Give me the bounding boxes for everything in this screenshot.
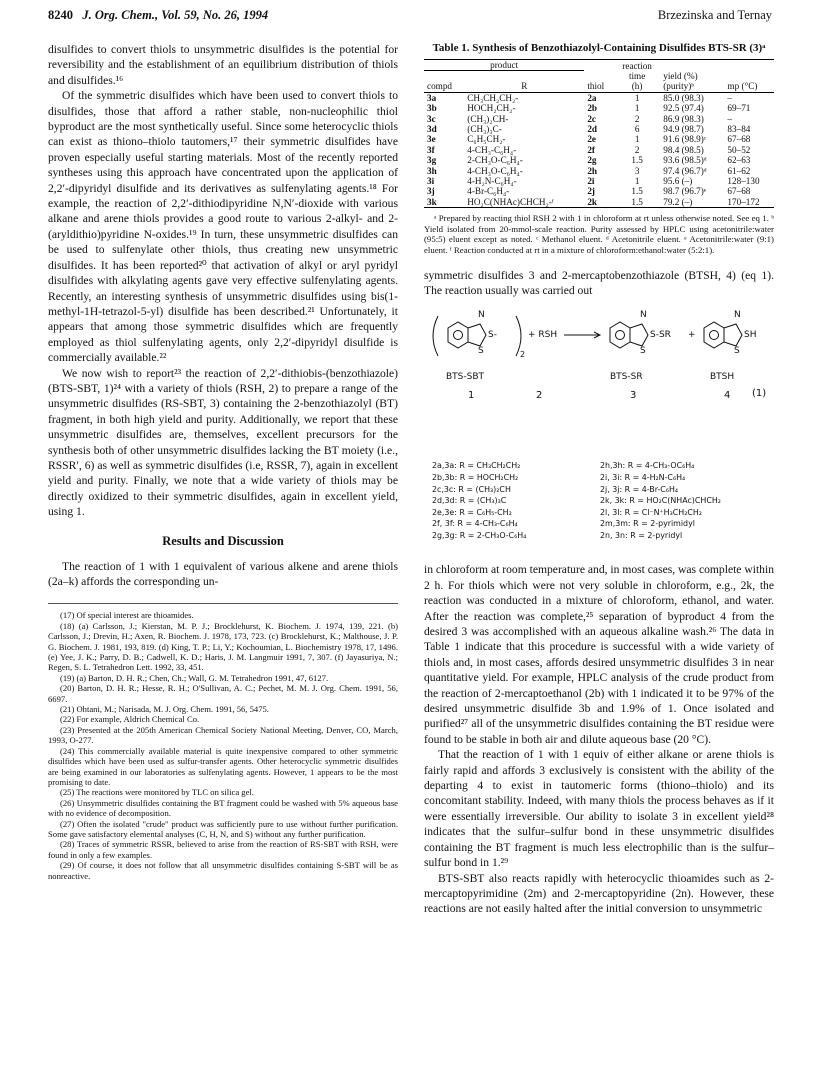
header-authors: Brzezinska and Ternay [657,8,772,22]
r-groups-left [432,460,602,541]
reference-25: (25) The reactions were monitored by TLC on silica gel. [60,787,254,798]
cell-mp: 67–68 [727,186,751,197]
reference-23: (23) Presented at the 205th American Chemical Society National Meeting, Denver, CO, March, 1993, O-277. [48,724,398,746]
reference-28: (28) Traces of symmetric RSSR, believed to arise from the reaction of RS-SBT with RSH, were found in only a few examples. [48,839,398,860]
reference-18: (18) (a) Carlsson, J.; Kierstan, M. P. J.; Brocklehurst, K. Biochem. J. 1974, 139, 221. (b) Carlsson, J.; Drevin, H.; Axen, R. Biochem. J. 1978, 173, 723. (c) Brocklehurst, K.; Malthouse, J. P. G. Biochem. J. 1981, 193, 819. (d) King, T. P.; Li, Y.; Kochoumian, L. Biochemistry 1978, 17, 1496. (e) Yee, J. K.; Parry, D. B.; Cadwell, K. D.; Haris, J. M. Langmuir 1991, 7, 307. (f) Jayasuriya, N.; Regen, S. L. Tetrahedron Lett. 1992, 33, 451. [48,620,398,673]
th-mp: mp (°C) [724,81,774,92]
table-1 [424,59,774,208]
bracket-left [433,316,438,356]
cell-mp: 170–172 [724,197,774,208]
n-atom-2: N [640,310,647,321]
thiazole-ring-2 [630,324,648,346]
th-hours: (h) [614,81,660,92]
cell-mp: – [727,113,733,124]
s-link-1: S- [488,330,497,341]
table-row [424,134,774,144]
cell-r: HO₂C(NHAc)CHCH₂-ᶠ [464,197,584,208]
product-sr: S-SR [650,330,671,341]
paragraph-3: We now wish to report²³ the reaction of 2,2′-dithiobis-(benzothiazole) (BTS-SBT, 1)²⁴ with a variety of thiols (RSH, 2) to prepare a range of the unsymmetric disulfides (RS-SBT, 3) containing the 2-benzothiazolyl (BT) fragment, in both high yield and purity. Additionally, we report that these unsymmetric disulfides are, themselves, excellent precursors for the synthesis both of other unsymmetric disulfides lacking the BT moiety (i.e., RSSR′, 6) as well as symmetric disulfides (i.e, RSSR, 7), again in excellent yield and purity. Finally, we note that a wide variety of thiols may be directly oxidized to their symmetric disulfides, again in excellent yield, using 1. [48,366,398,519]
cell-r: CH₃CH₂CH₂- [467,92,519,103]
left-column [48,42,398,881]
cell-compd: 3a [427,92,437,103]
cell-time: 1 [634,134,640,145]
cell-compd: 3k [424,197,464,208]
th-time: time [628,70,646,81]
cell-yield: 95.6 (–) [663,175,693,186]
cell-time: 2 [634,144,640,155]
r-group-item: 2k, 3k: R = HO₂C(NHAc)CHCH₂ [600,496,721,506]
th-r: R [464,81,584,92]
cell-thiol: 2e [587,134,596,145]
journal-citation: J. Org. Chem., Vol. 59, No. 26, 1994 [82,8,269,22]
r-group-item: 2i, 3i: R = 4-H₂N-C₆H₄ [600,472,686,482]
table-body [424,92,774,207]
r-group-item: 2m,3m: R = 2-pyrimidyl [600,519,695,529]
benzene-ring-3 [704,322,724,348]
reference-22: (22) For example, Aldrich Chemical Co. [60,714,200,725]
cell-compd: 3f [427,144,435,155]
table-row [424,176,774,186]
cell-time: 2 [634,113,640,124]
scheme-intro [424,268,774,299]
cell-mp: 83–84 [727,123,751,134]
cell-time: 1 [634,103,640,114]
cell-time: 3 [634,165,640,176]
plus-sign: + [688,330,696,341]
reference-20: (20) Barton, D. H. R.; Hesse, R. H.; O'Sullivan, A. C.; Pechet, M. M. J. Org. Chem. 1991, 56, 6697. [48,683,398,704]
right-column [424,42,774,917]
cell-r: 4-H₂N-C₆H₄- [467,175,517,186]
reference-21: (21) Ohtani, M.; Narisada, M. J. Org. Chem. 1991, 56, 5475. [60,704,269,715]
discussion-text [424,562,774,916]
cell-r: HOCH₂CH₂- [467,103,516,114]
compound-number-1: 1 [468,390,475,402]
table-row [424,114,774,124]
s-atom-1: S [478,346,484,357]
section-title: Results and Discussion [162,533,284,548]
cell-compd: 3c [427,113,436,124]
r-groups-right [600,460,775,541]
cell-yield: 86.9 (98.3) [663,113,704,124]
reference-17: (17) Of special interest are thioamides. [60,610,194,621]
page-number: 8240 [48,8,73,22]
discussion-paragraph-2: That the reaction of 1 with 1 equiv of either alkane or arene thiols is fairly rapid and affords 3 exclusively is consistent with the ability of the departing 4 to exist in tautomeric forms (thiono–thiolo) and its concomitant stability. Indeed, with many thiols the process behaves as if it were essentially irreversible. Our ability to isolate 3 in excellent yield²⁸ indicates that the sulfur–sulfur bond in these unsymmetric disulfides containing the BT fragment is much less electrophilic than is the sulfur–sulfur bond in 1.²⁹ [424,748,774,870]
cell-compd: 3h [427,165,437,176]
cell-r: 4-CH₃O-C₆H₄- [467,165,523,176]
cell-compd: 3i [427,175,435,186]
reference-27: (27) Often the isolated "crude" product was sufficiently pure to use without further purification. Some gave satisfactory elemental analyses (C, H, N, and S) without any further purification. [48,818,398,839]
r-group-item: 2n, 3n: R = 2-pyridyl [600,530,683,540]
table-row [424,103,774,113]
r-group-item: 2g,3g: R = 2-CH₃O-C₆H₄ [432,530,527,540]
cell-thiol: 2h [587,165,598,176]
r-group-item: 2l, 3l: R = Cl⁻N⁺H₃CH₂CH₂ [600,507,702,517]
results-paragraph: The reaction of 1 with 1 equivalent of various alkene and arene thiols (2a–k) affords the corresponding un- [48,559,398,588]
cell-mp: 50–52 [727,144,751,155]
reference-24: (24) This commercially available material is quite inexpensive compared to other symmetric disulfides which have been used as sulfur-transfer agents. Other heterocyclic symmetric disulfides are being examined in our laboratories as sulfenylating agents. However, 1 appears to be the most promising to date. [48,745,398,787]
table-title: Table 1. Synthesis of Benzothiazolyl-Containing Disulfides BTS-SR (3)ᵃ [432,42,766,54]
th-compd: compd [424,81,464,92]
s-atom-2: S [640,346,646,357]
cell-yield: 94.9 (98.7) [663,123,704,134]
cell-mp: 61–62 [727,165,751,176]
compound-number-3: 3 [630,390,637,402]
cell-r: 2-CH₃O-C₆H₄- [467,155,523,166]
th-thiol: thiol [584,81,614,92]
plus-rsh: + RSH [528,330,558,341]
cell-time: 1.5 [631,186,643,197]
th-product: product [424,60,584,71]
label-product: BTS-SR [610,372,643,383]
cell-yield: 98.7 (96.7)ᵉ [663,186,707,197]
discussion-paragraph-1: in chloroform at room temperature and, in most cases, was complete within 2 h. For thiols which were not very soluble in chloroform, e.g., 2k, the reaction was conducted in a mixture of chloroform, ethanol, and water. After the reaction was complete,²⁵ separation of byproduct 4 from the desired 3 was accomplished with an aqueous alkaline wash.²⁶ The data in Table 1 indicate that this procedure is successful with a wide variety of thiols and, in most cases, affords desired unsymmetric disulfides 3 in near quantitative yield. For example, HPLC analysis of the crude product from the reaction of 2-mercaptoethanol (2b) with 1 indicated it to be 97% of the desired unsymmetric disulfide 3b and 1.9% of 1. Once isolated and purified²⁷ all of the unsymmetric disulfides containing the BT residue were found to be stable in both air and dilute aqueous base (20 °C). [424,563,774,746]
cell-mp: 128–130 [727,175,760,186]
results-text [48,559,398,590]
cell-compd: 3j [427,186,435,197]
table-row [424,166,774,176]
r-group-item: 2j, 3j: R = 4-Br-C₆H₄ [600,484,679,494]
table-row [424,124,774,134]
cell-compd: 3b [427,103,437,114]
table-footnote-text: ᵃ Prepared by reacting thiol RSH 2 with 1 in chloroform at rt unless otherwise noted. See eq 1. ᵇ Yield isolated from 20-mmol-scale reaction. Purity assessed by HPLC using acetonitrile:water (95:5) eluent except as noted. ᶜ Methanol eluent. ᵈ Acetonitrile eluent. ᵉ Acetonitrile:water (9:1) eluent. ᶠ Reaction conducted at rt in a mixture of chloroform:ethanol:water (5:2:1). [424,213,774,255]
intro-text [48,42,398,520]
cell-time: 1.5 [614,197,660,208]
cell-mp: – [727,92,733,103]
th-yield: yield (%) [663,70,698,81]
subscript-2: 2 [520,350,526,360]
r-group-item: 2h,3h: R = 4-CH₃-OC₆H₄ [600,461,695,471]
benzene-ring-1 [448,322,468,348]
equation-label: (1) [752,388,767,400]
cell-yield: 91.6 (98.9)ᶜ [663,134,707,145]
r-group-item: 2a,3a: R = CH₃CH₂CH₂ [432,461,521,471]
cell-time: 6 [634,123,640,134]
cell-mp: 67–68 [727,134,751,145]
paragraph-1: disulfides to convert thiols to unsymmetric disulfides is the potential for reversibility and the establishment of an equilibrium distribution of thiols and disulfides.¹⁶ [48,43,398,87]
table-row [424,145,774,155]
cell-compd: 3e [427,134,436,145]
aromatic-circle-1 [454,331,463,340]
cell-r: 4-CH₃-C₆H₄- [467,144,517,155]
cell-r: C₆H₅CH₂- [467,134,506,145]
table-row [424,186,774,196]
cell-thiol: 2b [587,103,598,114]
th-reaction: reaction [614,60,660,71]
cell-compd: 3d [427,123,437,134]
table-row [424,197,774,208]
cell-time: 1 [634,92,640,103]
cell-thiol: 2i [587,175,595,186]
cell-thiol: 2a [587,92,597,103]
label-byproduct: BTSH [710,372,735,383]
page-header [48,8,772,26]
cell-thiol: 2k [584,197,614,208]
cell-thiol: 2g [587,155,597,166]
s-atom-3: S [734,346,740,357]
discussion-paragraph-3: BTS-SBT also reacts rapidly with heterocyclic thioamides such as 2-mercaptopyrimidine (2m) and 2-mercaptopyridine (2n). However, these reactions are not easily halted after the initial conversion to unsymmetric [424,871,774,916]
header-left [48,8,268,23]
table-row [424,155,774,165]
cell-time: 1 [634,175,640,186]
n-atom-3: N [734,310,741,321]
reference-29: (29) Of course, it does not follow that all unsymmetric disulfides containing S-SBT will be as nonreactive. [48,860,398,881]
cell-thiol: 2j [587,186,595,197]
r-group-item: 2e,3e: R = C₆H₅-CH₂ [432,507,512,517]
compound-number-2: 2 [536,390,543,402]
r-group-item: 2f, 3f: R = 4-CH₃-C₆H₄ [432,519,518,529]
references [48,603,398,881]
thiazole-ring-1 [468,324,486,346]
benzene-ring-2 [610,322,630,348]
compound-number-4: 4 [724,390,731,402]
cell-yield: 93.6 (98.5)ᵈ [663,155,707,166]
label-reagent: BTS-SBT [446,372,485,383]
cell-thiol: 2d [587,123,598,134]
cell-time: 1.5 [631,155,643,166]
sh-group: SH [744,330,757,341]
cell-r: (CH₃)₂CH- [467,113,509,124]
cell-thiol: 2f [587,144,595,155]
cell-yield: 85.0 (98.3) [663,92,704,103]
r-group-item: 2b,3b: R = HOCH₂CH₂ [432,472,519,482]
cell-compd: 3g [427,155,437,166]
cell-yield: 98.4 (98.5) [663,144,704,155]
r-group-list [424,460,774,554]
table-row [424,92,774,103]
r-group-item: 2d,3d: R = (CH₃)₃C [432,496,507,506]
table-footnote [424,213,774,255]
cell-r: (CH₃)₃C- [467,123,502,134]
reference-19: (19) (a) Barton, D. H. R.; Chen, Ch.; Wall, G. M. Tetrahedron 1991, 47, 6127. [60,672,329,683]
th-purity: (purity)ᵇ [660,81,724,92]
n-atom-1: N [478,310,485,321]
cell-yield: 92.5 (97.4) [663,103,704,114]
reference-26: (26) Unsymmetric disulfides containing the BT fragment could be washed with 5% aqueous base with no evidence of decomposition. [48,797,398,819]
thiazole-ring-3 [724,324,742,346]
cell-mp: 62–63 [727,155,751,166]
cell-yield: 97.4 (96.7)ᵈ [663,165,707,176]
cell-yield: 79.2 (–) [660,197,724,208]
reaction-scheme [424,306,774,456]
cell-thiol: 2c [587,113,596,124]
paragraph-2: Of the symmetric disulfides which have been used to convert thiols to disulfides, those that afford a rather stable, non-nucleophilic thiol byproduct are the most synthetically useful. Since some heterocyclic thiols can exist as thiono–thiolo tautomers,¹⁷ their symmetric disulfides have proven especially useful starting materials. Most of the recently reported syntheses using this approach have concentrated upon the application of 2,2′-dipyridyl disulfide and its derivatives as sulfenylating agents.¹⁸ For example, the reaction of 2,2′-dithiodipyridine N,N′-dioxide with various alkane and arene thiols provides a good route to various 2-alkyl- and 2-(aryldithio)pyridine N-oxides.¹⁹ In turn, these unsymmetric disulfides can be used to sulfenylate other thiols, thus creating new unsymmetric disulfides. It has been reported²⁰ that activation of alkyl or aryl pyridyl disulfides with alkylating agents gave very effective sulfenylating agents. Recently, an interesting synthesis of unsymmetric disulfides using bis(1-methyl-1H-tetrazol-5-yl) disulfide has been described.²¹ Unfortunately, it appears that among those symmetric disulfides which are frequently employed as thiol sulfenylating agents, only 2,2′-dipyridyl disulfide is commercially available.²² [48,89,398,365]
cell-r: 4-Br-C₆H₄- [467,186,510,197]
r-group-item: 2c,3c: R = (CH₃)₂CH [432,484,511,494]
scheme-intro-paragraph: symmetric disulfides 3 and 2-mercaptobenzothiazole (BTSH, 4) (eq 1). The reaction usually was carried out [424,268,774,297]
cell-mp: 69–71 [727,103,751,114]
